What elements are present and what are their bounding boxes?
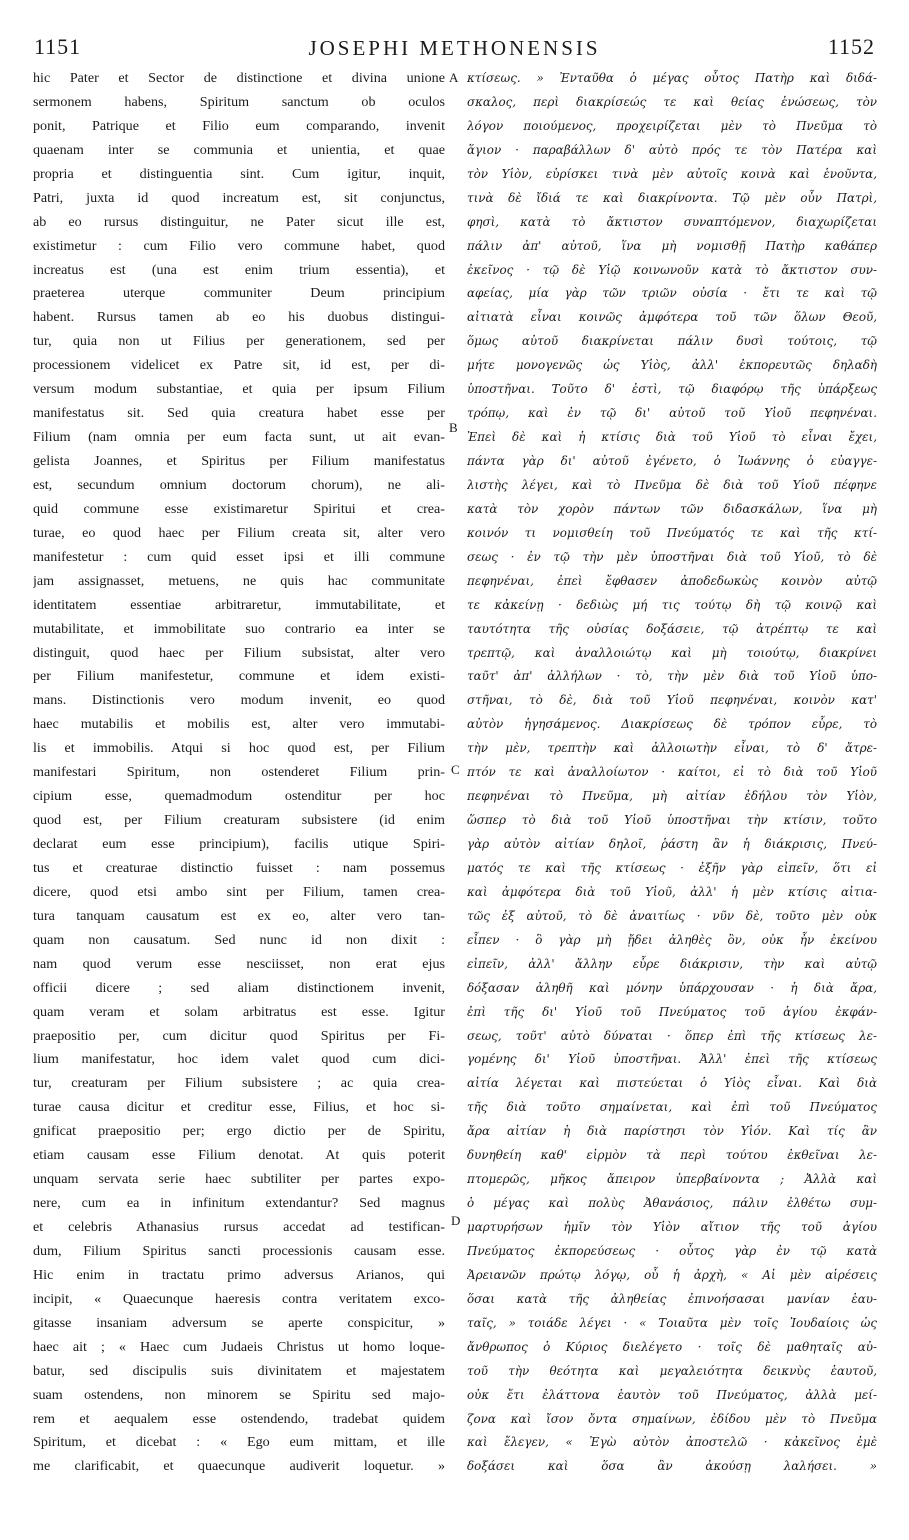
text-line: ἅγιον · παραβάλλων δ' αὐτὸ πρός τε τὸν Πατέρα καὶ (467, 142, 877, 157)
text-line: τὸν Υἱὸν, εὑρίσκει τινὰ μὲν αὐτοῖς κοινὰ καὶ ἑνοῦντα, (467, 166, 877, 181)
text-line: δοξάσει καὶ ὅσα ἂν ἀκούσῃ λαλήσει. » (467, 1459, 877, 1474)
text-line: πάντα γὰρ δι' αὐτοῦ ἐγένετο, ὁ Ἰωάννης ὁ εὐαγγε- (467, 454, 877, 468)
text-line: δυνηθείη καθ' εἱρμὸν τὰ περὶ τούτου ἐκθεῖναι λε- (467, 1148, 877, 1163)
text-line: existimetur : cum Filio vero commune habet, quod (33, 237, 445, 254)
text-line: lis et immobilis. Atqui si hoc quod est, per Filium (33, 740, 445, 757)
text-line: ab eo rursus distinguitur, ne Pater sicut ille est, (33, 213, 445, 230)
greek-column (467, 67, 877, 1479)
text-line: τῆς διὰ τοῦτο σημαίνεται, καὶ ἐπὶ τοῦ Πνεύματος (467, 1100, 877, 1115)
text-line: et celebris Athanasius rursus accedat ad testifican- (33, 1219, 445, 1235)
text-line: λιστὴς λέγει, καὶ τὸ Πνεῦμα δὲ διὰ τοῦ Υἱοῦ πέφηνε (467, 477, 877, 492)
text-line: ὥσπερ τὸ διὰ τοῦ Υἱοῦ ὑποστῆναι τὴν κτίσιν, τοῦτο (467, 813, 877, 828)
text-line: dicere, quod etsi ambo sint per Filium, tamen crea- (33, 883, 445, 900)
text-line: gnificat praepositio per; ergo dictio per de Spiritu, (33, 1123, 445, 1140)
text-line: φησὶ, κατὰ τὸ ἄκτιστον συναπτόμενον, διαχωρίζεται (467, 214, 877, 229)
text-line: manifestetur : cum quid esset ipsi et illi commune (33, 548, 445, 565)
text-line: gelista Joannes, et Spiritus per Filium manifestatus (33, 453, 445, 469)
text-line: turae causa dicitur et creditur esse, Filius, et hoc si- (33, 1099, 445, 1116)
text-line: lium manifestatur, hoc idem valet quod cum dici- (33, 1051, 445, 1068)
text-line: πτομερῶς, μῆκος ἄπειρον ὑπερβαίνοντα ; Ἀλλὰ καὶ (467, 1172, 877, 1187)
text-line: αφείας, μία γὰρ τῶν τριῶν οὐσία · ἔτι τε καὶ τῷ (467, 286, 877, 301)
text-line: ζονα καὶ ἴσον ὄντα σημαίνων, ἐδίδου μὲν τὸ Πνεῦμα (467, 1411, 877, 1426)
text-line: per Filium manifestetur, commune et idem existi- (33, 668, 445, 685)
text-line: τοῦ τὴν θεότητα καὶ μεγαλειότητα δεικνὺς ἑαυτοῦ, (467, 1363, 877, 1378)
text-line: κατὰ τὸν χορὸν πάντων τῶν διδασκάλων, ἵνα μὴ (467, 501, 877, 516)
text-line: ταυτότητα τῆς οὐσίας δοξάσειε, τῷ ἀτρέπτῳ τε καὶ (467, 621, 877, 636)
text-line: haec ait ; « Haec cum Judaeis Christus ut homo loque- (33, 1338, 445, 1355)
text-line: praepositio per, cum dicitur quod Spiritus per Fi- (33, 1027, 445, 1044)
text-line: ἐκεῖνος · τῷ δὲ Υἱῷ κοινωνοῦν κατὰ τὸ ἄκτιστον συν- (467, 262, 877, 277)
text-line: etiam causam esse Filium denotat. At quis poterit (33, 1147, 445, 1164)
text-line: καὶ ἀμφότερα διὰ τοῦ Υἱοῦ, ἀλλ' ἡ μὲν κτίσις αἰτια- (467, 884, 877, 899)
text-line: Hic enim in tractatu primo adversus Arianos, qui (33, 1266, 445, 1283)
text-line: officii dicere ; sed aliam distinctionem invenit, (33, 979, 445, 996)
latin-column (33, 67, 445, 1479)
text-line: πεφηνέναι, ἐπεὶ ἔφθασεν ἀποδεδωκὼς κοινὸν αὐτῷ (467, 573, 877, 588)
page-number-right: 1152 (827, 34, 875, 59)
text-line: ἐπὶ τῆς δι' Υἱοῦ τοῦ Πνεύματος τοῦ ἁγίου ἐκφάν- (467, 1004, 877, 1019)
margin-letter-a: A (449, 70, 459, 85)
text-line: manifestatus sit. Sed quia creatura habet esse per (33, 405, 445, 422)
text-line: manifestari Spiritum, non ostenderet Filium prin- (33, 764, 445, 781)
text-line: habent. Rursus tamen ab eo his duobus distingui- (33, 309, 445, 326)
text-line: processionem videlicet ex Patre sit, id est, per di- (33, 357, 445, 374)
text-line: tus et creaturae distinctio fuisset : nam possemus (33, 859, 445, 876)
text-line: haec mutabilis et mobilis est, alter vero immutabi- (33, 716, 445, 733)
text-line: turae, eo quod haec per Filium creata sit, alter vero (33, 524, 445, 541)
text-line: σκαλος, περὶ διακρίσεώς τε καὶ θείας ἑνώσεως, τὸν (467, 94, 877, 109)
text-line: incipit, « Quaecunque haeresis contra veritatem exco- (33, 1290, 445, 1307)
text-line: nere, cum ea in infinitum extendantur? Sed magnus (33, 1195, 445, 1212)
text-line: σεως · ἐν τῷ τὴν μὲν ὑποστῆναι διὰ τοῦ Υἱοῦ, τὸ δὲ (467, 549, 877, 564)
text-line: αὐτὸν ἡγησάμενος. Διακρίσεως δὲ τρόπον εὗρε, τὸ (467, 717, 877, 732)
text-line: τρόπῳ, καὶ ἐν τῷ δι' αὐτοῦ τοῦ Υἱοῦ πεφηνέναι. (467, 406, 877, 421)
text-line: αἰτιατὰ εἶναι κοινῶς ἀμφότερα τοῦ τῶν ὅλων Θεοῦ, (467, 310, 877, 325)
text-line: μήτε μονογενῶς ὡς Υἱὸς, ἀλλ' ἐκπορευτῶς δηλαδὴ (467, 358, 877, 373)
text-line: Patri, juxta id quod increatum est, sit conjunctus, (33, 189, 445, 206)
page-number-left: 1151 (34, 34, 82, 59)
text-line: ὅμως αὐτοῦ διακρίνεται πάλιν δυσὶ τούτοις, τῷ (467, 334, 877, 349)
text-line: dum, Filium Spiritus sancti processionis causam esse. (33, 1242, 445, 1259)
text-line: hic Pater et Sector de distinctione et divina unione (33, 70, 445, 86)
text-line: distinguit, quod haec per Filium subsistat, alter vero (33, 644, 445, 661)
text-line: quid commune esse existimaretur Spiritui et crea- (33, 500, 445, 517)
text-line: δόξασαν ἀληθῆ καὶ μόνην ὑπάρχουσαν · ἡ διὰ ἄρα, (467, 980, 877, 995)
text-line: Ἀρειανῶν πρώτῳ λόγῳ, οὗ ἡ ἀρχὴ, « Αἱ μὲν αἱρέσεις (467, 1267, 877, 1282)
text-line: στῆναι, τὸ δὲ, διὰ τοῦ Υἱοῦ πεφηνέναι, κοινὸν κατ' (467, 693, 877, 708)
text-line: τρεπτῷ, καὶ ἀναλλοιώτῳ καὶ μὴ τοιούτῳ, διακρίνει (467, 645, 877, 660)
margin-letter-b: B (449, 420, 458, 435)
text-line: Spiritum, et dicebat : « Ego eum mittam, et ille (33, 1434, 445, 1451)
running-title: JOSEPHI METHONENSIS (308, 36, 601, 60)
text-line: tur, creaturam per Filium subsistere ; ac quia crea- (33, 1075, 445, 1092)
text-line: ἄνθρωπος ὁ Κύριος διελέγετο · τοῖς δὲ μαθηταῖς αὐ- (467, 1339, 877, 1354)
text-line: praeterea uterque communiter Deum principium (33, 285, 445, 302)
text-line: σεως, τοῦτ' αὐτὸ δύναται · ὅπερ ἐπὶ τῆς κτίσεως λε- (467, 1028, 877, 1043)
text-line: increatus est (una est enim trium essentia), et (33, 261, 445, 278)
text-line: λόγον ποιούμενος, προχειρίζεται μὲν τὸ Πνεῦμα τὸ (467, 118, 877, 133)
text-line: ὅσαι κατὰ τῆς ἀληθείας ἐπινοήσασαι μανίαν ἑαυ- (467, 1291, 877, 1306)
text-line: mutabilitate, et immobilitate suo contrario ea inter se (33, 620, 445, 637)
text-line: batur, sed discipulis suis divinitatem et majestatem (33, 1362, 445, 1379)
text-line: Ἐπεὶ δὲ καὶ ἡ κτίσις διὰ τοῦ Υἱοῦ τὸ εἶναι ἔχει, (467, 430, 877, 445)
text-line: πεφηνέναι τὸ Πνεῦμα, μὴ αἰτίαν ἐδήλου τὸν Υἱὸν, (467, 789, 877, 804)
text-line: τῶς ἐξ αὐτοῦ, τὸ δὲ ἀναιτίως · νῦν δὲ, τοῦτο μὲν οὐκ (467, 908, 877, 923)
margin-letter-c: C (451, 762, 460, 777)
text-line: κοινόν τι νομισθείη τοῦ Πνεύματός τε καὶ τῆς κτί- (467, 525, 877, 540)
text-line: καὶ ἔλεγεν, « Ἐγὼ αὐτὸν ἀποστελῶ · κἀκεῖνος ἐμὲ (467, 1435, 877, 1450)
text-line: ὑποστῆναι. Τοῦτο δ' ἐστὶ, τῷ διαφόρῳ τῆς ὑπάρξεως (467, 382, 877, 397)
text-line: quam veram et solam arbitratus est esse. Igitur (33, 1003, 445, 1020)
text-line: gitasse insaniam adversum se aperte conspicitur, » (33, 1314, 445, 1331)
text-line: versum modum substantiae, et quia per ipsum Filium (33, 381, 445, 398)
text-line: nam quod verum esse nesciisset, non erat ejus (33, 955, 445, 972)
text-line: εἰπεῖν, ἀλλ' ἄλλην εὗρε διάκρισιν, τὴν καὶ αὐτῷ (467, 956, 877, 971)
text-line: πτόν τε καὶ ἀναλλοίωτον · καίτοι, εἰ τὸ διὰ τοῦ Υἱοῦ (467, 765, 877, 780)
text-line: Πνεύματος ἐκπορεύσεως · οὗτος γὰρ ἐν τῷ κατὰ (467, 1243, 877, 1258)
text-line: ὁ μέγας καὶ πολὺς Ἀθανάσιος, πάλιν ἐλθέτω συμ- (467, 1196, 877, 1211)
margin-letter-d: D (451, 1213, 461, 1228)
text-line: πάλιν ἀπ' αὐτοῦ, ἵνα μὴ νομισθῇ Πατὴρ καθάπερ (467, 238, 877, 253)
text-line: est, secundum omnium doctorum chorum), ne ali- (33, 476, 445, 493)
text-line: ταῖς, » τοιάδε λέγει · « Τοιαῦτα μὲν τοῖς Ἰουδαίοις ὡς (467, 1315, 877, 1330)
text-line: identitatem essentiae arbitraretur, immutabilitate, et (33, 596, 445, 613)
text-line: suam ostendens, non minorem se Spiritu sed majo- (33, 1386, 445, 1403)
text-line: τε κἀκείνῃ · δεδιὼς μή τις τούτῳ δὴ τῷ κοινῷ καὶ (467, 597, 877, 612)
text-line: γομένης δι' Υἱοῦ ὑποστῆναι. Ἀλλ' ἐπεὶ τῆς κτίσεως (467, 1052, 877, 1067)
text-line: ponit, Patrique et Filio eum comparando, invenit (33, 117, 445, 134)
text-line: ματός τε καὶ τῆς κτίσεως · ἐξῆν γὰρ εἰπεῖν, ὅτι εἰ (467, 860, 877, 875)
text-line: mans. Distinctionis vero modum invenit, eo quod (33, 692, 445, 709)
text-line: tura tanquam causatum est ex eo, alter vero tan- (33, 907, 445, 924)
text-line: τὴν μὲν, τρεπτὴν καὶ ἀλλοιωτὴν εἶναι, τὸ δ' ἄτρε- (467, 741, 877, 756)
text-line: εἶπεν · ὃ γὰρ μὴ ᾔδει ἀληθὲς ὂν, οὐκ ἦν ἐκείνου (467, 932, 877, 947)
text-line: κτίσεως. » Ἐνταῦθα ὁ μέγας οὗτος Πατὴρ καὶ διδά- (467, 71, 877, 85)
text-line: μαρτυρήσων ἡμῖν τὸν Υἱὸν αἴτιον τῆς τοῦ ἁγίου (467, 1220, 877, 1234)
text-line: cipium esse, quemadmodum ostenditur per hoc (33, 788, 445, 805)
text-line: quod est, per Filium creaturam subsistere (id enim (33, 812, 445, 829)
text-line: declarat eum esse principium), facilis utique Spiri- (33, 836, 445, 852)
text-line: αἰτία λέγεται καὶ πιστεύεται ὁ Υἱὸς εἶναι. Καὶ διὰ (467, 1076, 877, 1091)
text-line: quam non causatum. Sed nunc id non dixit : (33, 931, 445, 948)
text-line: propria et distinguentia sint. Cum igitur, inquit, (33, 165, 445, 182)
text-line: quaenam inter se communia et unientia, et quae (33, 141, 445, 158)
text-line: ἄρα αἰτίαν ἡ διὰ παρίστησι τὸν Υἱόν. Καὶ τίς ἂν (467, 1124, 877, 1139)
text-line: rem et aequalem esse ostendendo, tradebat quidem (33, 1410, 445, 1427)
page-header (34, 34, 875, 64)
text-line: unquam servata serie haec subtiliter per partes expo- (33, 1171, 445, 1188)
text-line: γὰρ αὐτὸν αἰτίαν δηλοῖ, ῥάστη ἂν ἡ διάκρισις, Πνεύ- (467, 837, 877, 851)
text-line: Filium (nam omnia per eum facta sunt, ut ait evan- (33, 429, 445, 446)
text-line: οὐκ ἔτι ἐλάττονα ἑαυτὸν τοῦ Πνεύματος, ἀλλὰ μεί- (467, 1387, 877, 1402)
text-line: τινὰ δὲ ἴδιά τε καὶ διακρίνοντα. Τῷ μὲν οὖν Πατρὶ, (467, 190, 877, 205)
text-line: tur, quia non ut Filius per generationem, sed per (33, 333, 445, 350)
text-line: ταῦτ' ἀπ' ἀλλήλων · τὸ, τὴν μὲν διὰ τοῦ Υἱοῦ ὑπο- (467, 669, 877, 684)
text-line: jam assignasset, metuens, ne quis hac communitate (33, 572, 445, 589)
text-line: sermonem habens, Spiritum sanctum ob oculos (33, 93, 445, 110)
text-line: me clarificabit, et quaecunque audiverit loquetur. » (33, 1458, 445, 1475)
